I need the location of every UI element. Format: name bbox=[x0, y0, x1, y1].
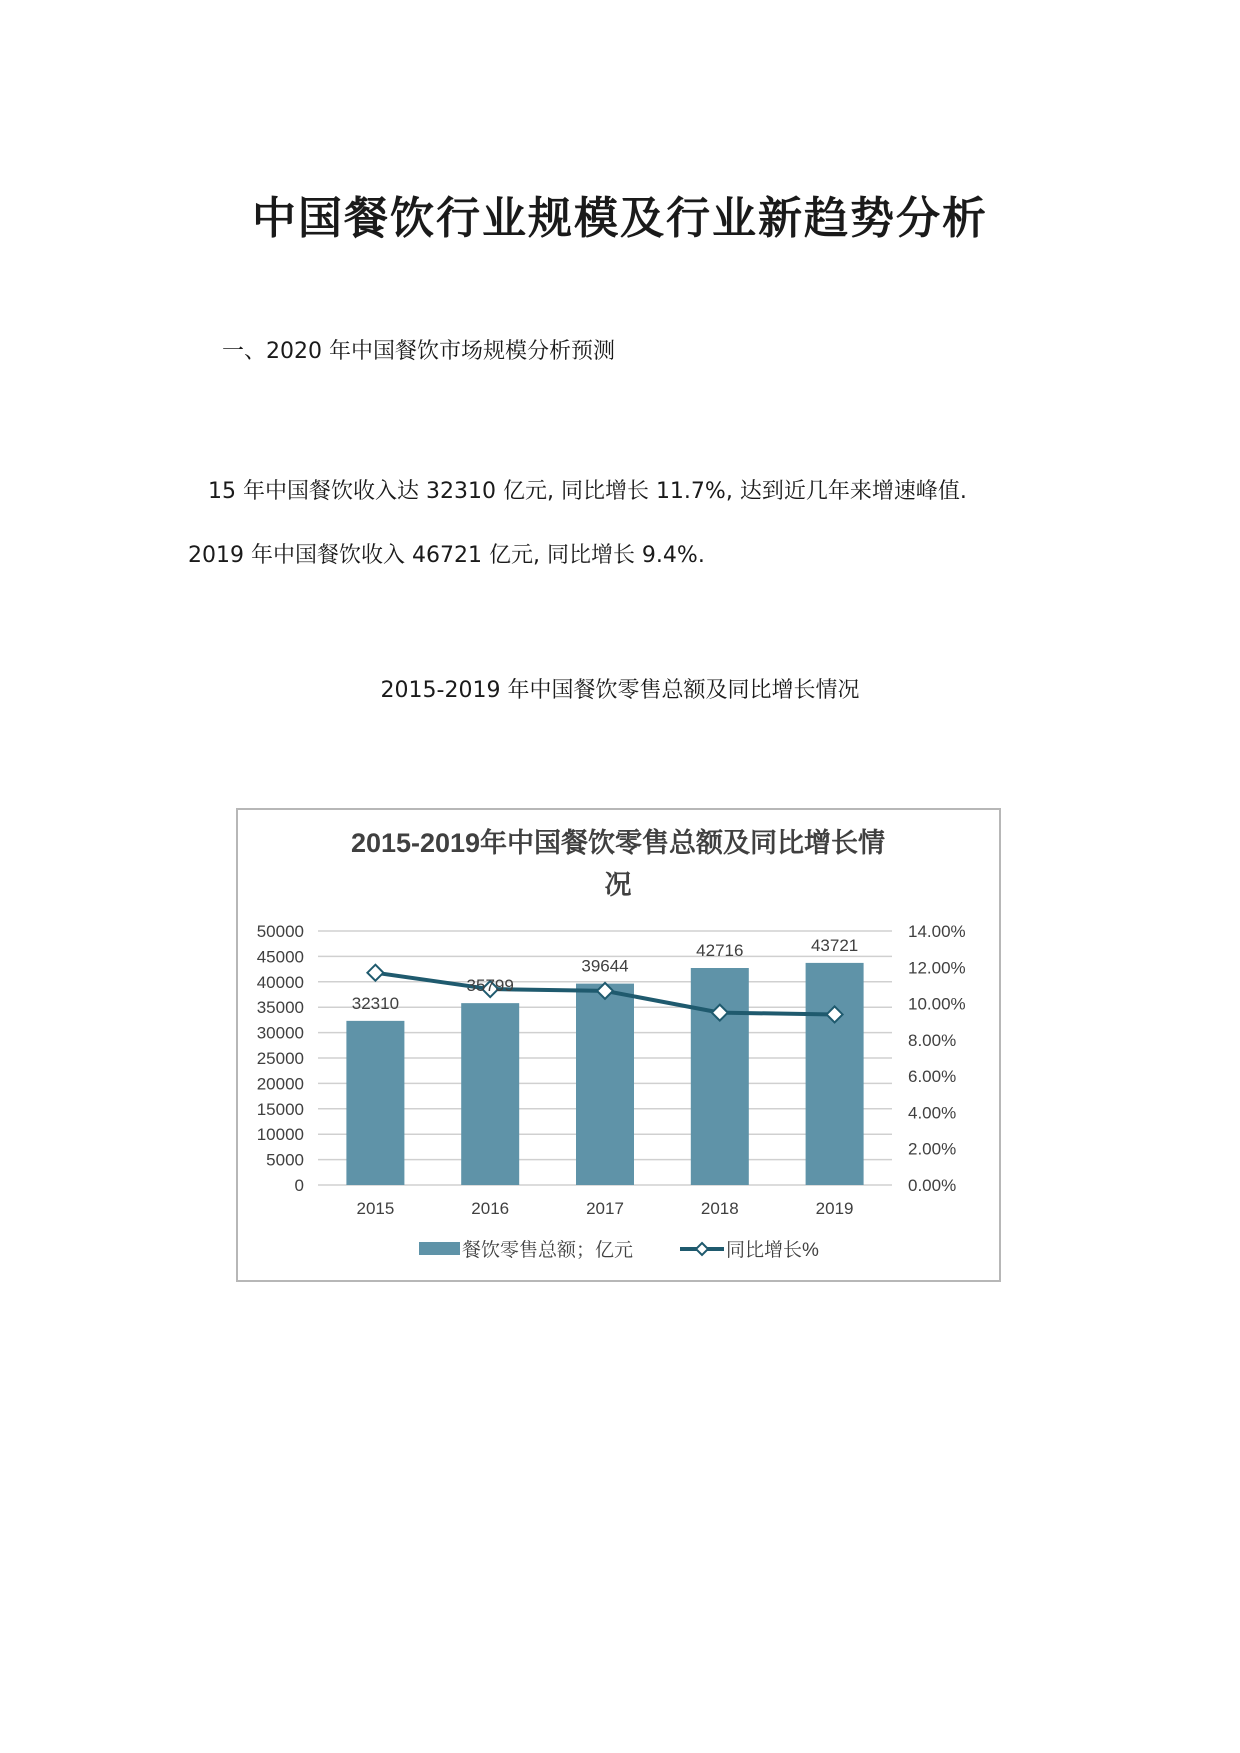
left-axis-tick-label: 5000 bbox=[266, 1150, 304, 1170]
left-axis-tick-label: 10000 bbox=[256, 1125, 304, 1145]
left-axis-tick-label: 50000 bbox=[256, 922, 304, 941]
right-axis-tick-label: 0.00% bbox=[908, 1176, 957, 1195]
left-axis-tick-label: 15000 bbox=[256, 1099, 304, 1119]
bar-2015 bbox=[346, 1021, 404, 1185]
right-axis-tick-label: 4.00% bbox=[908, 1103, 957, 1123]
left-axis-tick-label: 40000 bbox=[256, 972, 304, 992]
section-heading: 一、2020 年中国餐饮市场规模分析预测 bbox=[222, 339, 615, 364]
bar-data-label: 32310 bbox=[351, 993, 400, 1013]
bar-2017 bbox=[576, 984, 634, 1185]
left-axis-tick-label: 35000 bbox=[256, 998, 304, 1018]
bar-data-label: 35799 bbox=[466, 976, 514, 996]
left-axis-tick-label: 45000 bbox=[256, 947, 304, 967]
right-axis-tick-label: 12.00% bbox=[908, 958, 966, 978]
bar-2018 bbox=[691, 968, 749, 1185]
bar-2016 bbox=[461, 1003, 519, 1185]
left-axis-tick-label: 20000 bbox=[256, 1074, 304, 1094]
legend-line-label: 同比增长% bbox=[726, 1240, 819, 1261]
right-axis-tick-label: 8.00% bbox=[908, 1030, 957, 1050]
paragraph-2: 2019 年中国餐饮收入 46721 亿元, 同比增长 9.4%. bbox=[188, 543, 705, 568]
bar-2019 bbox=[806, 963, 864, 1185]
x-axis-tick-label: 2019 bbox=[815, 1199, 854, 1218]
bar-data-label: 42716 bbox=[696, 941, 744, 961]
right-axis-tick-label: 2.00% bbox=[908, 1139, 957, 1159]
left-axis-tick-label: 30000 bbox=[256, 1023, 304, 1043]
chart-frame bbox=[236, 808, 1001, 1282]
left-axis-tick-label: 0 bbox=[294, 1176, 304, 1195]
left-axis-tick-label: 25000 bbox=[256, 1049, 304, 1068]
bar-data-label: 39644 bbox=[581, 956, 629, 976]
right-axis-tick-label: 6.00% bbox=[908, 1067, 957, 1087]
document-title: 中国餐饮行业规模及行业新趋势分析 bbox=[252, 193, 988, 244]
growth-point-2015 bbox=[367, 965, 383, 981]
legend-bar-label: 餐饮零售总额；亿元 bbox=[462, 1240, 634, 1261]
combo-chart bbox=[238, 810, 999, 1280]
paragraph-1: 15 年中国餐饮收入达 32310 亿元, 同比增长 11.7%, 达到近几年来增速峰值. bbox=[208, 479, 967, 504]
x-axis-tick-label: 2017 bbox=[586, 1199, 624, 1218]
x-axis-tick-label: 2018 bbox=[700, 1199, 739, 1218]
legend-bar-swatch bbox=[419, 1242, 460, 1255]
chart-title-line1: 2015-2019年中国餐饮零售总额及同比增长情 bbox=[350, 828, 886, 858]
bar-data-label: 43721 bbox=[810, 935, 859, 955]
right-axis-tick-label: 14.00% bbox=[908, 922, 966, 941]
x-axis-tick-label: 2016 bbox=[471, 1199, 510, 1218]
chart-title-line2: 况 bbox=[604, 870, 632, 900]
x-axis-tick-label: 2015 bbox=[356, 1199, 395, 1218]
right-axis-tick-label: 10.00% bbox=[908, 994, 966, 1014]
figure-caption: 2015-2019 年中国餐饮零售总额及同比增长情况 bbox=[380, 678, 860, 703]
legend-line-marker bbox=[696, 1243, 708, 1255]
